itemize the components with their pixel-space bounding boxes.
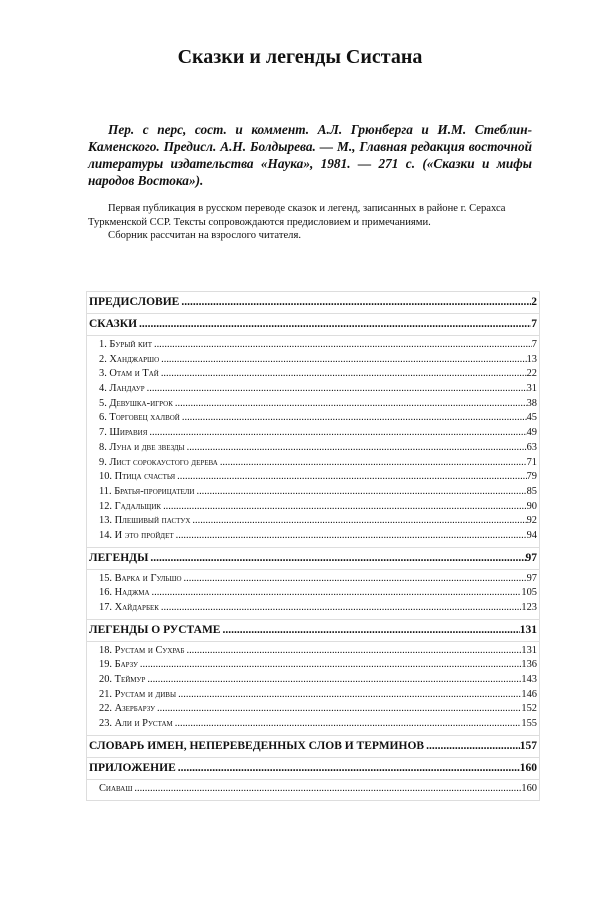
toc-entry[interactable]	[87, 601, 539, 616]
section-title: ПРИЛОЖЕНИЕ	[89, 761, 176, 774]
toc-entry[interactable]	[87, 367, 539, 382]
entry-label	[99, 601, 161, 616]
toc-section-heading[interactable]	[87, 736, 539, 757]
section-title: ПРЕДИСЛОВИЕ	[89, 296, 180, 308]
toc-section-heading[interactable]	[87, 548, 539, 569]
page-number: 71	[526, 456, 537, 468]
entry-number: 10.	[99, 471, 112, 483]
toc-entry[interactable]	[87, 529, 539, 544]
entry-title: Ширавия	[109, 427, 148, 439]
entry-label	[99, 485, 196, 500]
dot-leader	[178, 688, 521, 703]
entry-label	[99, 658, 140, 673]
toc-entry[interactable]	[87, 441, 539, 456]
entry-title: Луна и две звезды	[109, 441, 185, 453]
page-number: 136	[521, 659, 537, 671]
entry-label	[99, 411, 182, 426]
bibliographic-note: Пер. с перс, сост. и коммент. А.Л. Грюнберга и И.М. Стеблин-Каменского. Предисл. А.Н. Болдырева. — М., Главная редакция восточной литературы издательства «Наука», 1981. — 271 с. («Сказки и мифы народов Востока»).	[88, 122, 532, 188]
entry-title: Хайдарбек	[114, 602, 159, 613]
entry-number: 7.	[99, 427, 107, 439]
dot-leader	[139, 314, 531, 335]
toc-entry[interactable]	[87, 572, 539, 587]
entry-title: Торговец халвой	[109, 412, 180, 424]
entry-number: 14.	[99, 529, 112, 541]
toc-entry[interactable]	[87, 688, 539, 703]
entry-title: Девушка-игрок	[109, 397, 173, 409]
dot-leader	[426, 736, 520, 757]
section-title: ЛЕГЕНДЫ О РУСТАМЕ	[89, 623, 221, 636]
entry-number: 21.	[99, 688, 112, 700]
section-title: СКАЗКИ	[89, 318, 138, 330]
entry-title: Рустам и дивы	[114, 688, 177, 700]
toc-section-heading[interactable]	[87, 292, 539, 313]
page-number: 152	[521, 703, 537, 715]
entry-number: 9.	[99, 456, 107, 468]
toc-entries	[87, 569, 539, 619]
entry-label	[99, 514, 192, 529]
dot-leader	[147, 382, 527, 397]
entry-title: Сиаваш	[99, 782, 133, 794]
page-number: 7	[531, 318, 537, 330]
dot-leader	[182, 411, 527, 426]
toc-entries	[87, 335, 539, 547]
page-number: 79	[526, 471, 537, 483]
page-number: 49	[526, 427, 537, 439]
toc-entry[interactable]	[87, 702, 539, 717]
page-number: 131	[521, 644, 537, 656]
entry-label	[99, 717, 175, 732]
toc-entry[interactable]	[87, 586, 539, 601]
page-number: 92	[526, 515, 537, 527]
toc-entry[interactable]	[87, 382, 539, 397]
entry-title: Ландаур	[109, 383, 145, 395]
dot-leader	[150, 548, 525, 569]
toc-section	[86, 757, 540, 801]
page-number: 85	[526, 485, 537, 497]
entry-title: Теймур	[114, 674, 146, 686]
entry-title: Рустам и Сухраб	[114, 644, 185, 656]
toc-entries	[87, 779, 539, 800]
toc-section-heading[interactable]	[87, 758, 539, 779]
dot-leader	[177, 470, 526, 485]
toc-entry[interactable]	[87, 411, 539, 426]
dot-leader	[134, 782, 521, 797]
entry-title: Плешивый пастух	[114, 515, 191, 527]
dot-leader	[181, 292, 531, 313]
entry-number: 13.	[99, 515, 112, 527]
entry-label	[99, 673, 147, 688]
entry-number: 12.	[99, 500, 112, 512]
entry-number: 8.	[99, 441, 107, 453]
dot-leader	[192, 514, 526, 529]
entry-title: Ханджаршо	[109, 353, 160, 365]
entry-label	[99, 644, 186, 659]
page-number: 157	[519, 739, 537, 752]
dot-leader	[175, 397, 527, 412]
page-number: 131	[519, 623, 537, 636]
toc-entry[interactable]	[87, 673, 539, 688]
dot-leader	[161, 601, 521, 616]
annotation-paragraph: Сборник рассчитан на взрослого читателя.	[108, 230, 301, 241]
toc-section	[86, 547, 540, 619]
page-number: 143	[521, 674, 537, 686]
entry-number: 20.	[99, 674, 112, 686]
entry-label	[99, 586, 152, 601]
entry-label	[99, 572, 184, 587]
annotation	[88, 202, 538, 243]
entry-title: Братья-прорицатели	[114, 485, 195, 497]
page-number: 160	[521, 782, 537, 794]
entry-title: Гадальщик	[114, 500, 162, 512]
dot-leader	[147, 673, 521, 688]
entry-label	[99, 367, 161, 382]
entry-number: 1.	[99, 339, 107, 350]
dot-leader	[152, 586, 522, 601]
page-number: 31	[526, 383, 537, 395]
entry-title: Варка и Гульшо	[114, 572, 182, 584]
dot-leader	[149, 426, 526, 441]
entry-label	[99, 441, 187, 456]
dot-leader	[161, 367, 527, 382]
page-number: 146	[521, 688, 537, 700]
section-title: СЛОВАРЬ ИМЕН, НЕПЕРЕВЕДЕННЫХ СЛОВ И ТЕРМИНОВ	[89, 739, 425, 752]
entry-number: 23.	[99, 718, 112, 730]
entry-label	[99, 397, 175, 412]
toc-section	[86, 735, 540, 757]
entry-title: Отам и Тай	[109, 368, 159, 380]
entry-label	[99, 426, 149, 441]
dot-leader	[186, 644, 521, 659]
entry-number: 2.	[99, 353, 107, 365]
entry-number: 11.	[99, 485, 112, 497]
entry-number: 16.	[99, 587, 112, 599]
entry-title: Азербарзу	[114, 703, 156, 715]
page-number: 97	[525, 551, 537, 564]
entry-label	[99, 529, 176, 544]
dot-leader	[184, 572, 527, 587]
entry-number: 3.	[99, 368, 107, 380]
toc-entry[interactable]	[87, 456, 539, 471]
dot-leader	[196, 485, 526, 500]
page-number: 13	[526, 353, 537, 365]
toc-entry[interactable]	[87, 500, 539, 515]
toc-entry[interactable]	[87, 353, 539, 368]
entry-number: 5.	[99, 397, 107, 409]
dot-leader	[154, 338, 532, 353]
dot-leader	[222, 620, 519, 641]
page-number: 123	[521, 602, 537, 613]
dot-leader	[178, 758, 520, 779]
toc-entry[interactable]	[87, 717, 539, 732]
entry-title: Али и Рустам	[114, 718, 173, 730]
entry-title: И это пройдет	[114, 529, 174, 541]
page-number: 155	[521, 718, 537, 730]
book-title: Сказки и легенды Систана	[177, 46, 423, 68]
toc-entry[interactable]	[87, 644, 539, 659]
entry-number: 4.	[99, 383, 107, 395]
page-number: 63	[526, 441, 537, 453]
dot-leader	[220, 456, 527, 471]
entry-label	[99, 688, 178, 703]
toc-entry[interactable]	[87, 426, 539, 441]
entry-title: Барзу	[114, 659, 138, 671]
entry-number: 22.	[99, 703, 112, 715]
page-number: 7	[531, 339, 537, 350]
dot-leader	[157, 702, 521, 717]
entry-label	[99, 456, 220, 471]
page-number: 160	[519, 761, 537, 774]
entry-title: Бурый кит	[109, 339, 152, 350]
entry-number: 18.	[99, 644, 112, 656]
toc-section-heading[interactable]	[87, 314, 539, 335]
dot-leader	[187, 441, 527, 456]
entry-label	[99, 702, 157, 717]
toc-entry[interactable]	[87, 470, 539, 485]
entry-number: 17.	[99, 602, 112, 613]
dot-leader	[163, 500, 527, 515]
toc-entry[interactable]	[87, 485, 539, 500]
toc-section-heading[interactable]	[87, 620, 539, 641]
toc-entry[interactable]	[87, 397, 539, 412]
annotation-paragraph: Первая публикация в русском переводе сказок и легенд, записанных в районе г. Серахса Туркменской ССР. Тексты сопровождаются предисловием и примечаниями.	[88, 203, 506, 228]
entry-number: 6.	[99, 412, 107, 424]
page-number: 97	[526, 572, 537, 584]
entry-label	[99, 470, 177, 485]
page-number: 105	[521, 587, 537, 599]
entry-label	[99, 782, 134, 797]
dot-leader	[161, 353, 526, 368]
dot-leader	[176, 529, 527, 544]
section-title: ЛЕГЕНДЫ	[89, 551, 149, 564]
table-of-contents	[86, 291, 540, 801]
page-number: 45	[526, 412, 537, 424]
toc-section	[86, 313, 540, 547]
dot-leader	[140, 658, 522, 673]
entry-title: Наджма	[114, 587, 150, 599]
page-number: 22	[526, 368, 537, 380]
toc-entry[interactable]	[87, 782, 539, 797]
entry-title: Лист сорокаустого дерева	[109, 456, 218, 468]
page-number: 94	[526, 529, 537, 541]
dot-leader	[175, 717, 522, 732]
toc-entry[interactable]	[87, 338, 539, 353]
page-number: 38	[526, 397, 537, 409]
entry-label	[99, 353, 161, 368]
toc-entries	[87, 641, 539, 735]
entry-number: 15.	[99, 572, 112, 584]
toc-section	[86, 619, 540, 735]
entry-label	[99, 338, 154, 353]
entry-number: 19.	[99, 659, 112, 671]
entry-title: Птица счастья	[114, 471, 176, 483]
toc-section	[86, 291, 540, 313]
page-number: 90	[526, 500, 537, 512]
entry-label	[99, 382, 147, 397]
entry-label	[99, 500, 163, 515]
toc-entry[interactable]	[87, 658, 539, 673]
page-number: 2	[531, 296, 537, 308]
toc-entry[interactable]	[87, 514, 539, 529]
